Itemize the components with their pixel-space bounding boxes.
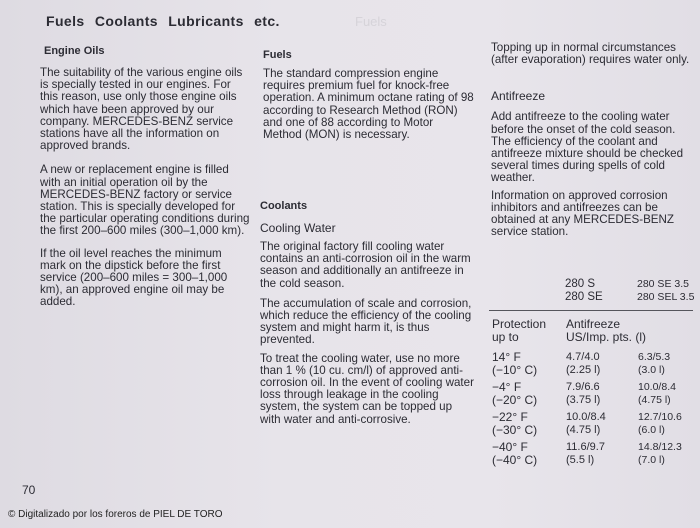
models-a	[565, 278, 603, 304]
model-280se: 280 SE	[565, 291, 603, 303]
protection-header: Protection up to	[492, 317, 547, 344]
page-number: 70	[22, 483, 36, 497]
model-280se-35: 280 SE 3.5	[637, 278, 689, 290]
table-row: 14° F (−10° C) 4.7/4.0 (2.25 l) 6.3/5.3 (3.0 l)	[492, 350, 671, 377]
coolants-paragraph-1: The original factory fill cooling water contains an anti-corrosion oil in the warm season and additionally an antifreeze in the cold season.	[260, 240, 471, 290]
page-title: Fuels Coolants Lubricants etc.	[46, 13, 280, 29]
scan-credit: © Digitalizado por los foreros de PIEL DE TORO	[8, 509, 223, 520]
engine-oils-section	[40, 45, 250, 309]
coolants-paragraph-3: To treat the cooling water, use no more than 1 % (10 cu. cm/l) of approved anti-corrosion oil. In the event of cooling water loss through leakage in the cooling system, the system can be topped up with water and anti-corrosive.	[260, 351, 474, 426]
table-row: −4° F (−20° C) 7.9/6.6 (3.75 l) 10.0/8.4 (4.75 l)	[492, 380, 676, 407]
cooling-water-subheading: Cooling Water	[260, 221, 336, 235]
fuels-heading: Fuels	[263, 49, 292, 61]
bleed-through-title: Fuels	[355, 14, 387, 29]
model-280s: 280 S	[565, 278, 596, 290]
antifreeze-paragraph-1: Add antifreeze to the cooling water before the onset of the cold season. The efficiency of the coolant and antifreeze mixture should be checked several times during spells of cold weather.	[491, 110, 684, 185]
models-b	[637, 278, 694, 304]
table-rule	[489, 310, 693, 311]
coolants-section	[260, 200, 475, 426]
antifreeze-table	[492, 318, 692, 467]
coolants-paragraph-2: The accumulation of scale and corrosion, which reduce the efficiency of the cooling system and might harm it, is thus prevented.	[260, 296, 472, 347]
fuels-section	[263, 49, 475, 141]
engine-oils-heading: Engine Oils	[44, 45, 105, 57]
fuels-paragraph: The standard compression engine requires premium fuel for knock-free operation. A minimum octane rating of 98 according to Research Method (RON) and one of 88 according to Motor Method (MON) is necessary.	[263, 67, 474, 142]
antifreeze-paragraph-2: Information on approved corrosion inhibitors and antifreezes can be obtained at any MERCEDES-BENZ service station.	[491, 188, 674, 239]
topping-up-paragraph: Topping up in normal circumstances (after evaporation) requires water only.	[491, 41, 690, 67]
model-280sel-35: 280 SEL 3.5	[637, 291, 695, 303]
antifreeze-heading: Antifreeze	[491, 89, 546, 104]
table-row: −40° F (−40° C) 11.6/9.7 (5.5 l) 14.8/12.3 (7.0 l)	[492, 440, 682, 467]
engine-oils-paragraph-2: A new or replacement engine is filled with an initial operation oil by the MERCEDES-BENZ factory or service station. This is specially developed for the particular operating conditions during the first 200–600 miles (300–1,000 km).	[40, 163, 250, 238]
coolants-heading: Coolants	[260, 200, 308, 212]
engine-oils-paragraph-1: The suitability of the various engine oils is specially tested in our engines. For this reason, use only those engine oils which have been approved by our company. MERCEDES-BENZ service stations have all the information on approved brands.	[40, 66, 243, 153]
table-row: −22° F (−30° C) 10.0/8.4 (4.75 l) 12.7/10.6 (6.0 l)	[492, 410, 682, 437]
antifreeze-header: Antifreeze US/Imp. pts. (l)	[566, 317, 647, 344]
engine-oils-paragraph-3: If the oil level reaches the minimum mark on the dipstick before the first service (200–600 miles = 300–1,000 km), an approved engine oil may be added.	[40, 246, 228, 309]
table-header-row	[492, 318, 692, 344]
right-column	[491, 42, 691, 238]
